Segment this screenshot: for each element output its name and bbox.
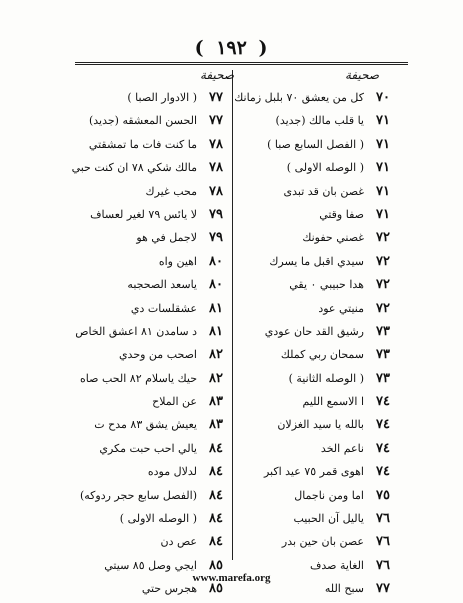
entry-page-number: ٧٧: [376, 581, 390, 597]
entry-title: ياسعد الصحجبه: [127, 278, 197, 292]
index-entry: [240, 182, 390, 205]
index-entry: [240, 392, 390, 415]
index-entry: [240, 369, 390, 392]
entry-title: اهين واه: [158, 254, 197, 268]
bracket-close: ): [258, 37, 269, 59]
bracket-open: (: [194, 37, 205, 59]
page-number: [0, 37, 463, 59]
entry-title: الحسن المعشقه (جديد): [88, 114, 197, 128]
entry-title: (الفصل سابع حجر ردوكه): [79, 488, 197, 502]
index-entry: [240, 252, 390, 275]
entry-title: عن الملاح: [152, 395, 197, 409]
entry-title: غصني حفونك: [302, 231, 364, 245]
entry-title: لا يائس ٧٩ لغير لعساف: [90, 207, 197, 221]
entry-title: د سامدن ٨١ اعشق الخاص: [75, 324, 197, 338]
entry-page-number: ٧٨: [209, 136, 223, 152]
entry-page-number: ٨١: [209, 323, 223, 339]
entry-page-number: ٨١: [209, 300, 223, 316]
entry-page-number: ٧٠: [376, 90, 390, 105]
entry-title: منيتي عود: [318, 301, 364, 315]
index-entry: [75, 322, 223, 345]
entry-page-number: ٧٢: [376, 230, 390, 246]
entry-page-number: ٧٣: [376, 347, 390, 363]
entry-title: عشقلسات دي: [130, 301, 197, 315]
index-entry: [240, 439, 390, 462]
entry-title: اما ومن ناجمال: [294, 488, 364, 502]
entry-page-number: ٧٧: [209, 90, 223, 105]
entry-title: رشيق القد حان عودي: [264, 324, 364, 338]
entry-page-number: ٧٢: [376, 277, 390, 293]
entry-title: الغاية صدف: [309, 558, 364, 572]
left-column-header: صحيفة: [200, 68, 235, 82]
entry-title: ياليل آن الحبيب: [293, 512, 364, 526]
entry-page-number: ٧٥: [376, 487, 390, 503]
entry-title: حيك ياسلام ٨٢ الحب صاه: [80, 371, 197, 385]
entry-page-number: ٧٤: [376, 440, 390, 456]
entry-page-number: ٧٦: [376, 557, 390, 573]
entry-page-number: ٧٩: [209, 206, 223, 222]
entry-title: ( الادوار الصبا ): [127, 91, 197, 104]
index-entry: [88, 111, 223, 134]
entry-title: ( الوصله الثانية ): [288, 371, 364, 385]
entry-title: اهوى قمر ٧٥ عيد اكبر: [263, 465, 364, 479]
entry-title: ( الوصله الاولى ): [119, 512, 197, 526]
entry-page-number: ٨٤: [209, 511, 223, 527]
entry-title: مالك شكي ٧٨ ان كنت حبي: [71, 161, 197, 175]
entry-page-number: ٧٨: [209, 183, 223, 199]
left-column: [71, 88, 223, 603]
entry-title: هدا حبيبي ٠ يقي: [289, 278, 364, 292]
entry-page-number: ٧٢: [376, 300, 390, 316]
entry-page-number: ٨٥: [209, 581, 223, 597]
column-divider: [232, 70, 233, 560]
index-entry: [88, 415, 223, 438]
index-entry: [234, 88, 390, 111]
index-entry: [88, 392, 223, 415]
index-entry: [88, 205, 223, 228]
index-entry: [88, 135, 223, 158]
entry-page-number: ٧٤: [376, 464, 390, 480]
index-entry: [240, 205, 390, 228]
entry-title: هجرس حتي: [141, 582, 197, 596]
entry-title: لدلال موده: [147, 465, 197, 479]
index-entry: [240, 509, 390, 532]
entry-page-number: ٧٦: [376, 511, 390, 527]
entry-page-number: ٨٤: [209, 464, 223, 480]
index-entry: [240, 345, 390, 368]
entry-title: يا قلب مالك (جديد): [275, 114, 364, 128]
entry-title: عص دن: [160, 535, 197, 549]
entry-title: محب غيرك: [145, 184, 197, 198]
entry-page-number: ٨٣: [209, 417, 223, 433]
index-entry: [88, 182, 223, 205]
index-entry: [88, 275, 223, 298]
entry-page-number: ٧١: [376, 113, 390, 129]
header-rule-double: [75, 64, 408, 65]
index-entry: [79, 486, 223, 509]
index-entry: [240, 486, 390, 509]
index-entry: [88, 439, 223, 462]
entry-title: عصن بان حين بدر: [281, 535, 364, 549]
entry-title: ما كنت فات ما تمشقتي: [88, 137, 197, 151]
entry-page-number: ٨٥: [209, 557, 223, 573]
index-entry: [240, 322, 390, 345]
entry-page-number: ٨٤: [209, 487, 223, 503]
entry-page-number: ٨٤: [209, 534, 223, 550]
index-entry: [240, 135, 390, 158]
index-entry: [88, 88, 223, 111]
entry-title: غصن بان قد تبدى: [283, 184, 364, 198]
index-entry: [88, 228, 223, 251]
entry-title: يالي احب حبت مكري: [99, 441, 197, 455]
entry-page-number: ٧١: [376, 136, 390, 152]
entry-page-number: ٧٧: [209, 113, 223, 129]
index-entry: [88, 345, 223, 368]
entry-page-number: ٧٤: [376, 394, 390, 410]
index-entry: [71, 158, 223, 181]
entry-title: ا الاسمع الليم: [302, 395, 364, 409]
entry-title: سبح الله: [324, 582, 364, 596]
entry-title: ناعم الخد: [320, 441, 364, 455]
entry-page-number: ٨٠: [209, 277, 223, 293]
index-entry: [240, 275, 390, 298]
entry-page-number: ٧٤: [376, 417, 390, 433]
entry-page-number: ٨٢: [209, 347, 223, 363]
entry-page-number: ٧٣: [376, 323, 390, 339]
entry-page-number: ٨٤: [209, 440, 223, 456]
entry-page-number: ٧٩: [209, 230, 223, 246]
entry-title: ( الفصل السابع صبا ): [267, 137, 364, 151]
index-entry: [240, 228, 390, 251]
index-entry: [240, 462, 390, 485]
entry-title: كل من يعشق ٧٠ بلبل زمانك: [234, 91, 364, 104]
entry-title: ايجي وصل ٨٥ سيتي: [104, 558, 197, 572]
entry-page-number: ٧١: [376, 160, 390, 176]
index-entry: [88, 252, 223, 275]
entry-title: اصحب من وحدي: [118, 348, 197, 362]
index-entry: [240, 158, 390, 181]
right-column-header: صحيفة: [345, 68, 380, 82]
index-entry: [80, 369, 223, 392]
entry-title: لاجمل في هو: [136, 231, 197, 245]
index-entry: [240, 532, 390, 555]
index-entry: [88, 299, 223, 322]
entry-page-number: ٨٢: [209, 370, 223, 386]
index-entry: [88, 532, 223, 555]
entry-page-number: ٧٢: [376, 253, 390, 269]
entry-page-number: ٧٨: [209, 160, 223, 176]
entry-page-number: ٨٣: [209, 394, 223, 410]
entry-page-number: ٧١: [376, 183, 390, 199]
entry-title: صفا وقتي: [319, 207, 364, 221]
entry-title: سيدي اقبل ما يسرك: [269, 254, 364, 268]
entry-title: سمحان ربي كملك: [280, 348, 364, 362]
entry-page-number: ٧٦: [376, 534, 390, 550]
index-entry: [88, 462, 223, 485]
index-entry: [240, 415, 390, 438]
footer-url: www.marefa.org: [192, 572, 271, 584]
entry-page-number: ٧١: [376, 206, 390, 222]
index-entry: [240, 299, 390, 322]
right-column: [234, 88, 390, 603]
entry-title: يعيش يشق ٨٣ مدح ت: [94, 418, 197, 432]
index-entry: [88, 509, 223, 532]
entry-page-number: ٨٠: [209, 253, 223, 269]
header-rule: [75, 62, 408, 63]
entry-page-number: ٧٣: [376, 370, 390, 386]
entry-title: بالله يا سيد الغزلان: [277, 418, 364, 432]
page-number-value: ١٩٢: [216, 37, 247, 59]
entry-title: ( الوصله الاولى ): [286, 161, 364, 175]
index-entry: [240, 111, 390, 134]
